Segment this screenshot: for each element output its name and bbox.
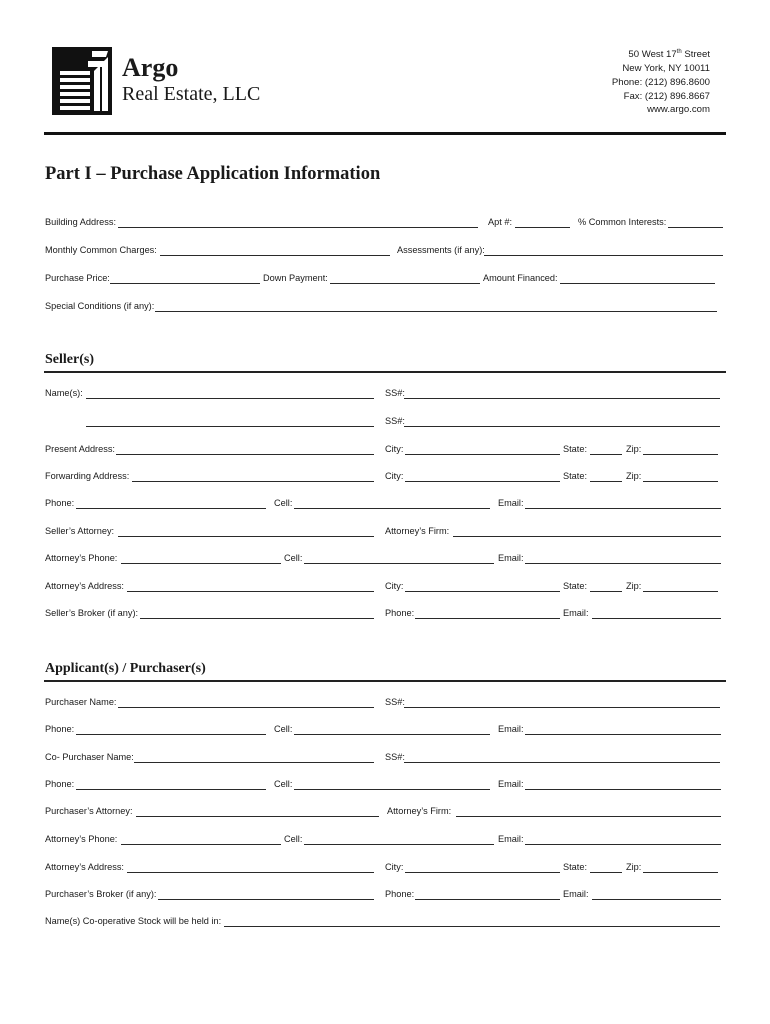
argo-logo	[52, 47, 112, 115]
purchaser-attorney-zip-field[interactable]	[643, 872, 718, 873]
seller-attorney-address-field[interactable]	[127, 591, 374, 592]
purchasers-broker-label: Purchaser’s Broker (if any):	[45, 889, 157, 899]
seller-email-field[interactable]	[525, 508, 721, 509]
purchaser-attorney-address-field[interactable]	[127, 872, 374, 873]
seller-ss-1-field[interactable]	[404, 398, 720, 399]
seller-attorney-phone-label: Attorney’s Phone:	[45, 553, 118, 563]
seller-ss-1-label: SS#:	[385, 388, 405, 398]
purchase-price-field[interactable]	[110, 283, 260, 284]
seller-phone-label: Phone:	[45, 498, 75, 508]
seller-attorney-email-label: Email:	[498, 553, 524, 563]
purchaser-name-field[interactable]	[118, 707, 374, 708]
sellers-attorney-label: Seller’s Attorney:	[45, 526, 115, 536]
purchaser-phone-label: Phone:	[45, 724, 75, 734]
purchasers-title: Applicant(s) / Purchaser(s)	[45, 661, 206, 676]
seller-attorney-firm-field[interactable]	[453, 536, 721, 537]
purchaser-cell-label: Cell:	[274, 724, 293, 734]
purchaser-ss-label: SS#:	[385, 697, 405, 707]
street-number: 17	[666, 49, 677, 61]
purchaser-attorney-email-field[interactable]	[525, 844, 721, 845]
co-purchaser-phone-field[interactable]	[76, 789, 266, 790]
forwarding-address-field[interactable]	[132, 481, 374, 482]
seller-cell-field[interactable]	[294, 508, 490, 509]
purchaser-broker-email-field[interactable]	[592, 899, 721, 900]
present-city-field[interactable]	[405, 454, 560, 455]
present-zip-field[interactable]	[643, 454, 718, 455]
apt-label: Apt #:	[488, 217, 513, 227]
company-phone: Phone: (212) 896.8600	[611, 76, 710, 88]
co-purchaser-phone-label: Phone:	[45, 779, 75, 789]
purchasers-broker-field[interactable]	[158, 899, 374, 900]
seller-attorney-cell-field[interactable]	[304, 563, 494, 564]
amount-financed-field[interactable]	[560, 283, 715, 284]
present-zip-label: Zip:	[626, 444, 642, 454]
purchaser-attorney-city-label: City:	[385, 862, 404, 872]
sellers-broker-field[interactable]	[140, 618, 374, 619]
seller-attorney-address-label: Attorney’s Address:	[45, 581, 124, 591]
forwarding-city-label: City:	[385, 471, 404, 481]
present-state-field[interactable]	[590, 454, 622, 455]
assessments-label: Assessments (if any):	[397, 245, 485, 255]
purchaser-phone-field[interactable]	[76, 734, 266, 735]
purchaser-attorney-phone-field[interactable]	[121, 844, 281, 845]
special-conditions-label: Special Conditions (if any):	[45, 301, 155, 311]
forwarding-state-field[interactable]	[590, 481, 622, 482]
seller-attorney-zip-label: Zip:	[626, 581, 642, 591]
sellers-title: Seller(s)	[45, 352, 94, 367]
purchaser-attorney-cell-field[interactable]	[304, 844, 494, 845]
present-address-label: Present Address:	[45, 444, 115, 454]
present-state-label: State:	[563, 444, 588, 454]
seller-attorney-phone-field[interactable]	[121, 563, 281, 564]
forwarding-city-field[interactable]	[405, 481, 560, 482]
purchaser-attorney-cell-label: Cell:	[284, 834, 303, 844]
purchaser-broker-email-label: Email:	[563, 889, 589, 899]
purchaser-attorney-state-label: State:	[563, 862, 588, 872]
co-purchaser-ss-label: SS#:	[385, 752, 405, 762]
company-fax: Fax: (212) 896.8667	[623, 90, 710, 102]
part-title: Part I – Purchase Application Information	[45, 164, 381, 184]
seller-attorney-cell-label: Cell:	[284, 553, 303, 563]
down-payment-field[interactable]	[330, 283, 480, 284]
special-conditions-field[interactable]	[155, 311, 717, 312]
forwarding-zip-field[interactable]	[643, 481, 718, 482]
seller-attorney-state-label: State:	[563, 581, 588, 591]
sellers-attorney-field[interactable]	[118, 536, 374, 537]
forwarding-address-label: Forwarding Address:	[45, 471, 130, 481]
seller-names-label: Name(s):	[45, 388, 83, 398]
purchasers-attorney-label: Purchaser’s Attorney:	[45, 806, 133, 816]
co-purchaser-cell-field[interactable]	[294, 789, 490, 790]
seller-attorney-city-label: City:	[385, 581, 404, 591]
address-line-1: 50 West 17th Street	[628, 49, 710, 61]
purchaser-attorney-zip-label: Zip:	[626, 862, 642, 872]
co-purchaser-ss-field[interactable]	[404, 762, 720, 763]
seller-attorney-email-field[interactable]	[525, 563, 721, 564]
seller-name-1-field[interactable]	[86, 398, 374, 399]
contact-block	[490, 46, 710, 117]
seller-attorney-state-field[interactable]	[590, 591, 622, 592]
purchaser-broker-phone-field[interactable]	[415, 899, 560, 900]
amount-financed-label: Amount Financed:	[483, 273, 558, 283]
coop-stock-names-field[interactable]	[224, 926, 720, 927]
purchaser-attorney-email-label: Email:	[498, 834, 524, 844]
seller-attorney-zip-field[interactable]	[643, 591, 718, 592]
co-purchaser-name-label: Co- Purchaser Name:	[45, 752, 134, 762]
forwarding-zip-label: Zip:	[626, 471, 642, 481]
purchaser-cell-field[interactable]	[294, 734, 490, 735]
forwarding-state-label: State:	[563, 471, 588, 481]
purchaser-attorney-address-label: Attorney’s Address:	[45, 862, 124, 872]
purchaser-attorney-city-field[interactable]	[405, 872, 560, 873]
co-purchaser-cell-label: Cell:	[274, 779, 293, 789]
present-address-field[interactable]	[116, 454, 374, 455]
purchaser-name-label: Purchaser Name:	[45, 697, 117, 707]
purchaser-attorney-firm-field[interactable]	[456, 816, 721, 817]
purchasers-divider	[44, 680, 726, 682]
common-interests-field[interactable]	[668, 227, 723, 228]
header-divider	[44, 132, 726, 135]
seller-name-2-field[interactable]	[86, 426, 374, 427]
company-subtitle: Real Estate, LLC	[122, 83, 261, 105]
apt-field[interactable]	[515, 227, 570, 228]
seller-broker-phone-label: Phone:	[385, 608, 415, 618]
building-address-label: Building Address:	[45, 217, 116, 227]
purchaser-ss-field[interactable]	[404, 707, 720, 708]
co-purchaser-name-field[interactable]	[134, 762, 374, 763]
seller-phone-field[interactable]	[76, 508, 266, 509]
seller-attorney-city-field[interactable]	[405, 591, 560, 592]
company-website[interactable]: www.argo.com	[647, 104, 710, 116]
co-purchaser-email-field[interactable]	[525, 789, 721, 790]
seller-email-label: Email:	[498, 498, 524, 508]
purchaser-email-field[interactable]	[525, 734, 721, 735]
company-name: Argo	[122, 53, 179, 82]
purchaser-attorney-firm-label: Attorney’s Firm:	[387, 806, 452, 816]
purchaser-broker-phone-label: Phone:	[385, 889, 415, 899]
down-payment-label: Down Payment:	[263, 273, 328, 283]
sellers-divider	[44, 371, 726, 373]
purchaser-attorney-state-field[interactable]	[590, 872, 622, 873]
purchase-price-label: Purchase Price:	[45, 273, 110, 283]
seller-ss-2-label: SS#:	[385, 416, 405, 426]
present-city-label: City:	[385, 444, 404, 454]
seller-ss-2-field[interactable]	[404, 426, 720, 427]
seller-cell-label: Cell:	[274, 498, 293, 508]
seller-broker-email-label: Email:	[563, 608, 589, 618]
purchasers-attorney-field[interactable]	[136, 816, 379, 817]
purchaser-email-label: Email:	[498, 724, 524, 734]
monthly-charges-label: Monthly Common Charges:	[45, 245, 157, 255]
assessments-field[interactable]	[484, 255, 723, 256]
seller-attorney-firm-label: Attorney’s Firm:	[385, 526, 450, 536]
seller-broker-phone-field[interactable]	[415, 618, 560, 619]
co-purchaser-email-label: Email:	[498, 779, 524, 789]
ordinal-suffix: th	[676, 49, 682, 55]
coop-stock-names-label: Name(s) Co-operative Stock will be held in:	[45, 916, 222, 926]
seller-broker-email-field[interactable]	[592, 618, 721, 619]
address-line-2: New York, NY 10011	[622, 62, 710, 74]
purchaser-attorney-phone-label: Attorney’s Phone:	[45, 834, 118, 844]
building-address-field[interactable]	[118, 227, 478, 228]
monthly-charges-field[interactable]	[160, 255, 390, 256]
sellers-broker-label: Seller’s Broker (if any):	[45, 608, 139, 618]
common-interests-label: % Common Interests:	[578, 217, 667, 227]
